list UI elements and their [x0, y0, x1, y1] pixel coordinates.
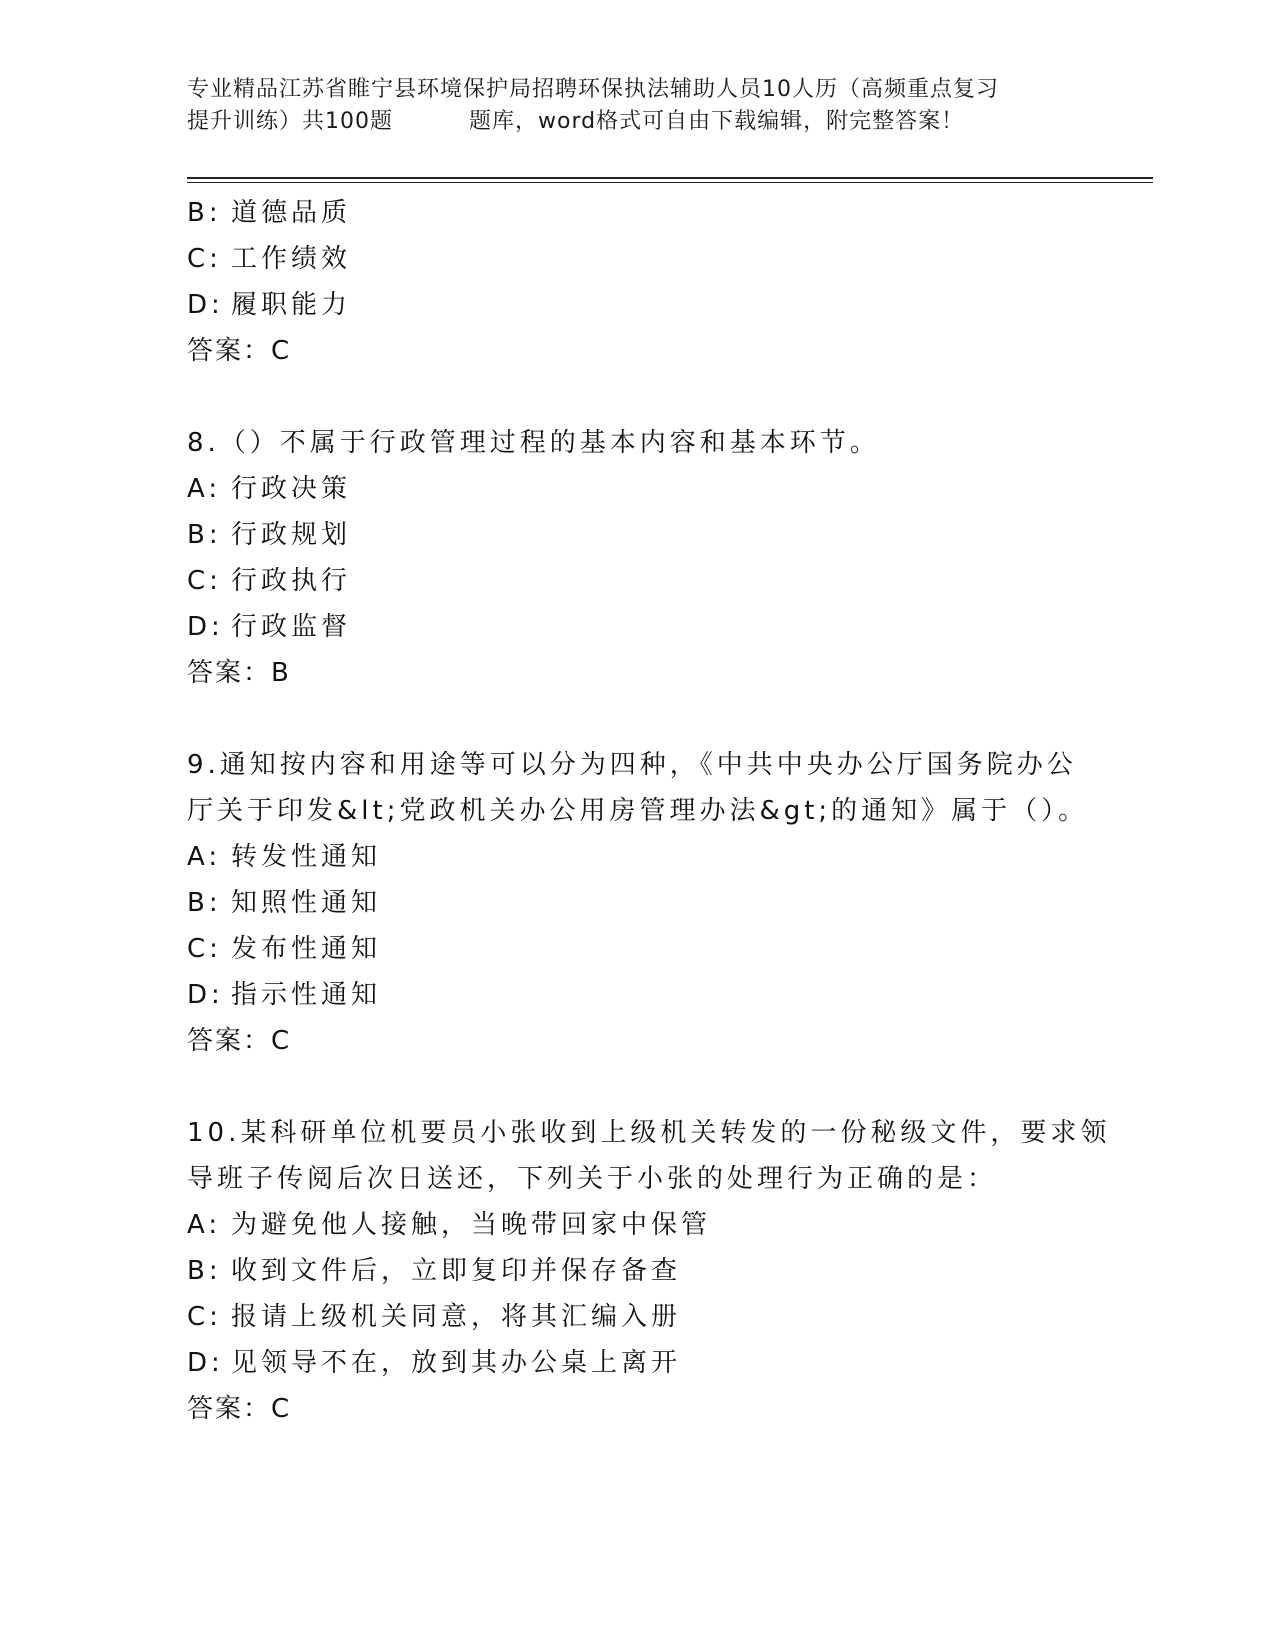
question-block-prev: [187, 190, 1087, 374]
option-a: A: 行政决策: [187, 474, 352, 504]
option-b: B: 收到文件后，立即复印并保存备查: [187, 1256, 682, 1286]
option-d: D: 见领导不在，放到其办公桌上离开: [187, 1348, 682, 1378]
answer-label: 答案：C: [187, 1026, 292, 1056]
header-line-2: [187, 106, 1087, 138]
question-list: [187, 190, 1111, 1432]
question-text-line-1: 10.某科研单位机要员小张收到上级机关转发的一份秘级文件，要求领: [187, 1118, 1111, 1148]
option-c: C: 报请上级机关同意，将其汇编入册: [187, 1302, 682, 1332]
option-a: A: 转发性通知: [187, 842, 382, 872]
answer-label: 答案：B: [187, 658, 291, 688]
option-d: D: 履职能力: [187, 290, 352, 320]
option-d: D: 指示性通知: [187, 980, 382, 1010]
answer-label: 答案：C: [187, 1394, 292, 1424]
header-divider-thin: [187, 182, 1153, 183]
page-header: [187, 74, 1087, 138]
header-line-2b: 题库，word格式可自由下载编辑，附完整答案！: [469, 109, 965, 134]
question-block-9: [187, 742, 1087, 1064]
option-a: A: 为避免他人接触，当晚带回家中保管: [187, 1210, 712, 1240]
option-b: B: 道德品质: [187, 198, 352, 228]
answer-label: 答案：C: [187, 336, 292, 366]
question-text-line-1: 9.通知按内容和用途等可以分为四种，《中共中央办公厅国务院办公: [187, 750, 1077, 780]
question-block-10: [187, 1110, 1111, 1432]
header-divider-thick: [187, 177, 1153, 179]
question-block-8: [187, 420, 1087, 696]
option-c: C: 行政执行: [187, 566, 352, 596]
option-c: C: 工作绩效: [187, 244, 352, 274]
header-line-2a: 提升训练）共100题: [187, 109, 393, 134]
option-b: B: 知照性通知: [187, 888, 382, 918]
question-text: 8.（）不属于行政管理过程的基本内容和基本环节。: [187, 428, 880, 458]
option-c: C: 发布性通知: [187, 934, 382, 964]
option-d: D: 行政监督: [187, 612, 352, 642]
header-line-1: 专业精品江苏省睢宁县环境保护局招聘环保执法辅助人员10人历（高频重点复习: [187, 77, 999, 102]
question-text-line-2: 厅关于印发&lt;党政机关办公用房管理办法&gt;的通知》属于（）。: [187, 796, 1089, 826]
option-b: B: 行政规划: [187, 520, 352, 550]
question-text-line-2: 导班子传阅后次日送还，下列关于小张的处理行为正确的是：: [187, 1164, 998, 1194]
